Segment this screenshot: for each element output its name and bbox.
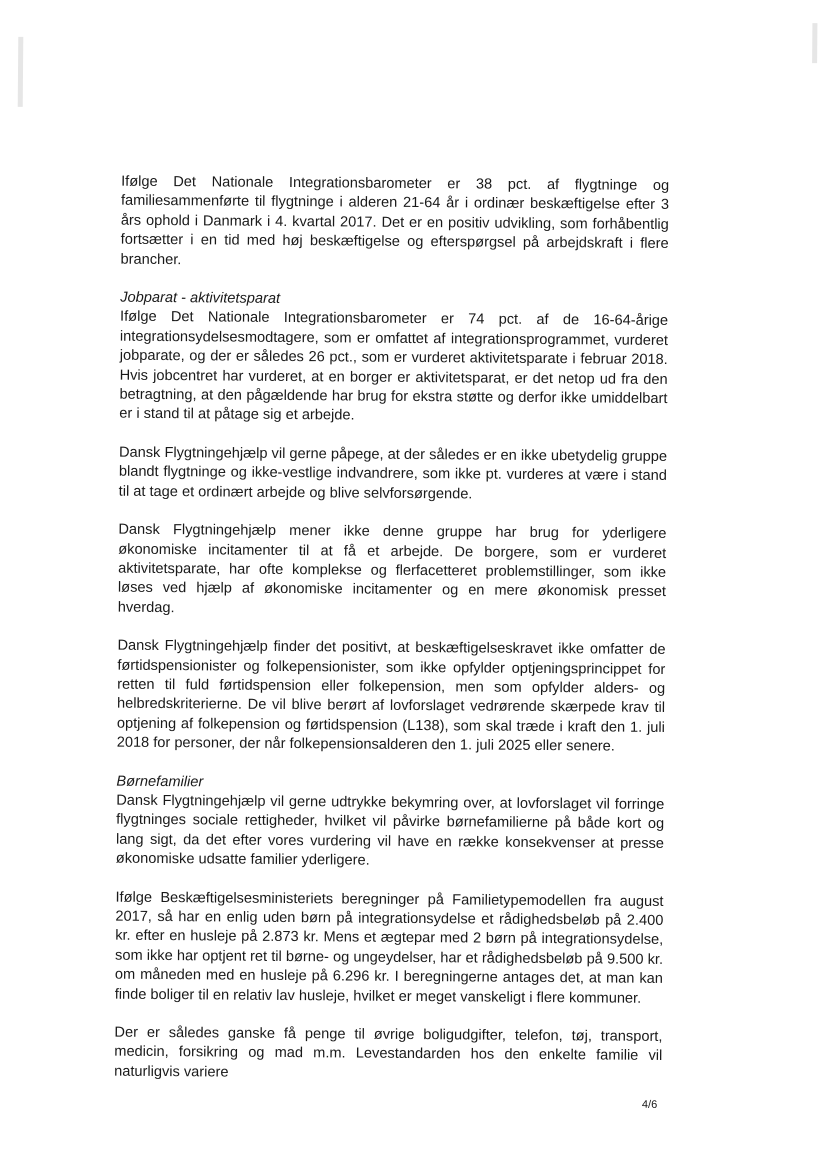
section-jobparat: [119, 289, 668, 429]
paragraph: Ifølge Beskæftigelsesministeriets beregninger på Familietypemodellen fra august 2017, så har en enlig uden børn på integrationsydelse et rådighedsbeløb på 2.400 kr. efter en husleje på 2.873 kr. Mens et ægtepar med 2 børn på integrationsydelse, som ikke har optjent ret til børne- og ungeydelser, har et rådighedsbeløb på 9.500 kr. om måneden med en husleje på 6.296 kr. I beregningerne antages det, at man kan finde boliger til en relativ lav husleje, hvilket er meget vanskeligt i flere kommuner.: [114, 889, 664, 1007]
document-body: [114, 173, 669, 1106]
section-heading: Jobparat - aktivitetsparat: [120, 289, 281, 307]
paragraph: Ifølge Det Nationale Integrationsbarometer er 38 pct. af flygtninge og familiesammenførte til flygtninge i alderen 21-64 år i ordinær beskæftigelse efter 3 års ophold i Danmark i 4. kvartal 2017. Det er en positiv udvikling, som forhåbentlig fortsætter i en tid med høj beskæftigelse og efterspørgsel på arbejdskraft i flere brancher.: [120, 173, 670, 268]
scan-artifact: [812, 23, 817, 63]
paragraph: Dansk Flygtningehjælp finder det positivt, at beskæftigelseskravet ikke omfatter de førtidspensionister og folkepensionister, som ikke opfylder optjeningsprincippet for retten til fuld førtidspension eller folkepension, men som opfylder alders- og helbredskriterierne. De vil blive berørt af lovforslaget vedrørende skærpede krav til optjening af folkepension og førtidspension (L138), som skal træde i kraft den 1. juli 2018 for personer, der når folkepensionsalderen den 1. juli 2025 eller senere.: [116, 637, 666, 755]
section-boernefamilier: [116, 772, 665, 873]
page-number: 4/6: [641, 1098, 658, 1111]
paragraph: Dansk Flygtningehjælp vil gerne påpege, at der således er en ikke ubetydelig gruppe blandt flygtninge og ikke-vestlige indvandrere, som ikke pt. vurderes at være i stand til at tage et ordinært arbejde og blive selvforsørgende.: [118, 444, 668, 503]
paragraph: Dansk Flygtningehjælp vil gerne udtrykke bekymring over, at lovforslaget vil forringe flygtninges sociale rettigheder, hvilket vil påvirke børnefamilierne på både kort og lang sigt, da det efter vores vurdering vil have en række konsekvenser at presse økonomiske udsatte familier yderligere.: [115, 792, 665, 869]
scan-artifact: [18, 37, 24, 107]
paragraph: Der er således ganske få penge til øvrige boligudgifter, telefon, tøj, transport, medicin, forsikring og mad m.m. Levestandarden hos den enkelte familie vil naturligvis variere: [114, 1024, 663, 1081]
paragraph: Dansk Flygtningehjælp mener ikke denne gruppe har brug for yderligere økonomiske incitamenter til at få et arbejde. De borgere, som er vurderet aktivitetsparate, har ofte komplekse og flerfacetteret problemstillinger, som ikke løses ved hjælp af økonomiske incitamenter og en mere økonomisk presset hverdag.: [117, 521, 667, 616]
paragraph: Ifølge Det Nationale Integrationsbarometer er 74 pct. af de 16-64-årige integrationsydelsesmodtagere, som er omfattet af integrationsprogrammet, vurderet jobparate, og der er således 26 pct., som er vurderet aktivitetsparate i februar 2018. Hvis jobcentret har vurderet, at en borger er aktivitetsparat, er det netop ud fra den betragtning, at den pågældende har brug for ekstra støtte og derfor ikke umiddelbart er i stand til at påtage sig et arbejde.: [119, 309, 669, 424]
section-heading: Børnefamilier: [116, 773, 204, 790]
